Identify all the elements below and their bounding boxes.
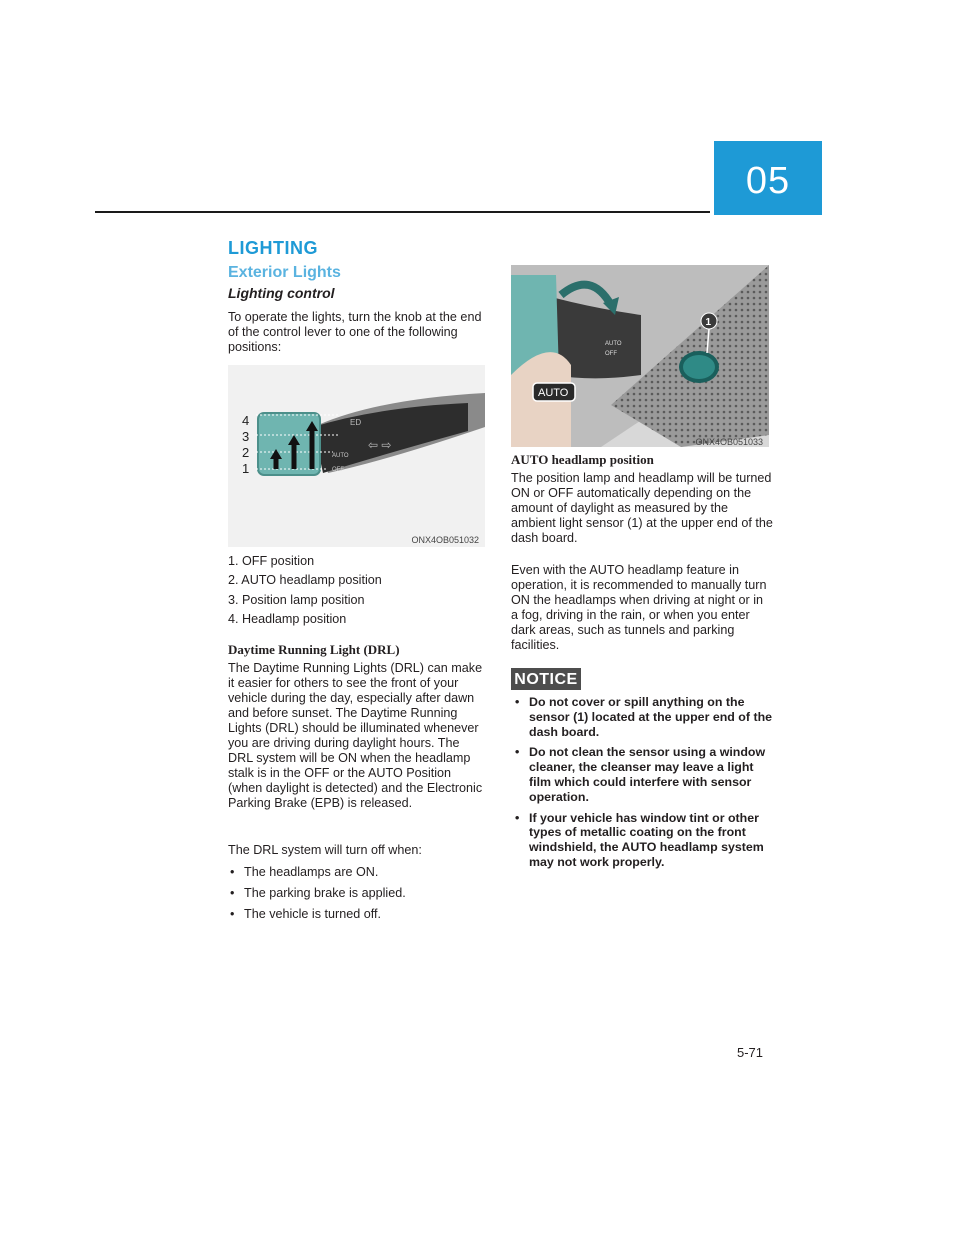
list-item bbox=[228, 862, 486, 883]
intro-paragraph: To operate the lights, turn the knob at the end of the control lever to one of the following positions: bbox=[228, 310, 482, 354]
position-label-3: 3 bbox=[242, 429, 250, 444]
subsub-title: Lighting control bbox=[228, 285, 335, 301]
section-title: LIGHTING bbox=[228, 238, 318, 258]
drl-off-list bbox=[228, 862, 486, 925]
list-item-text: The headlamps are ON. bbox=[244, 865, 379, 879]
bullet: • bbox=[515, 695, 520, 709]
bullet: • bbox=[230, 865, 235, 879]
stalk-auto-text: AUTO bbox=[605, 341, 622, 347]
subsection-title: Exterior Lights bbox=[228, 264, 341, 281]
position-label-2: 2 bbox=[242, 445, 250, 460]
notice-item-text: Do not clean the sensor using a window cleaner, the cleanser may leave a light film which could interfere with sensor operation. bbox=[529, 745, 766, 804]
list-item-text: The parking brake is applied. bbox=[244, 886, 406, 900]
header-rule bbox=[95, 211, 710, 213]
list-item: 1. OFF position bbox=[228, 554, 315, 568]
lever-illustration bbox=[228, 365, 485, 547]
position-label-1: 1 bbox=[242, 461, 250, 476]
list-item bbox=[228, 904, 486, 925]
figure-auto-sensor bbox=[511, 265, 769, 447]
notice-badge: NOTICE bbox=[511, 668, 581, 690]
lever-off-text: OFF bbox=[332, 467, 344, 473]
sensor-callout-1: 1 bbox=[705, 317, 712, 328]
notice-list bbox=[513, 695, 773, 876]
list-item-text: The vehicle is turned off. bbox=[244, 907, 381, 921]
list-item bbox=[513, 811, 773, 870]
figure2-code: ONX4OB051033 bbox=[695, 437, 763, 447]
page-number: 5-71 bbox=[737, 1045, 764, 1060]
stalk-off-text: OFF bbox=[605, 351, 617, 357]
sensor-illustration bbox=[511, 265, 769, 447]
list-item bbox=[228, 883, 486, 904]
drl-off-intro: The DRL system will turn off when: bbox=[228, 843, 422, 857]
auto-paragraph-2: Even with the AUTO headlamp feature in operation, it is recommended to manually turn ON the headlamps when driving at night or in a fog, driving in the rain, or when you enter dark areas, such as tunnels and parking facilities. bbox=[511, 563, 767, 652]
list-item: 4. Headlamp position bbox=[228, 611, 347, 626]
notice-item-text: If your vehicle has window tint or other types of metallic coating on the front windshield, the AUTO headlamp system may not work properly. bbox=[529, 810, 764, 869]
bullet: • bbox=[230, 907, 235, 921]
drl-paragraph: The Daytime Running Lights (DRL) can make it easier for others to see the front of your vehicle during the day, especially after dawn and before sunset. The Daytime Running Lights (DRL) should be illuminated whenever you are driving during daylight hours. The DRL system will be ON when the headlamp stalk is in the OFF or the AUTO Position (when daylight is detected) and the Electronic Parking Brake (EPB) is released. bbox=[228, 661, 483, 810]
svg-text:⇦ ⇨: ⇦ ⇨ bbox=[368, 438, 392, 452]
figure-lighting-lever bbox=[228, 365, 485, 547]
bullet: • bbox=[230, 886, 235, 900]
auto-heading: AUTO headlamp position bbox=[511, 452, 654, 467]
drl-heading: Daytime Running Light (DRL) bbox=[228, 642, 400, 657]
list-item bbox=[513, 695, 773, 739]
bullet: • bbox=[515, 745, 520, 760]
list-item: 2. AUTO headlamp position bbox=[228, 573, 382, 588]
list-item: 3. Position lamp position bbox=[228, 592, 365, 607]
auto-badge-text: AUTO bbox=[538, 387, 569, 399]
lever-auto-text: AUTO bbox=[332, 453, 349, 459]
list-item bbox=[513, 745, 773, 804]
position-label-4: 4 bbox=[242, 413, 250, 428]
figure1-code: ONX4OB051032 bbox=[411, 535, 479, 545]
auto-paragraph-1: The position lamp and headlamp will be turned ON or OFF automatically depending on the amount of daylight as measured by the ambient light sensor (1) at the upper end of the dash board. bbox=[511, 471, 773, 545]
svg-text:ED: ED bbox=[350, 418, 362, 427]
chapter-tab: 05 bbox=[714, 141, 822, 215]
notice-item-text: Do not cover or spill anything on the sensor (1) located at the upper end of the dash board. bbox=[529, 695, 773, 739]
positions-list bbox=[228, 552, 486, 629]
bullet: • bbox=[515, 810, 520, 825]
